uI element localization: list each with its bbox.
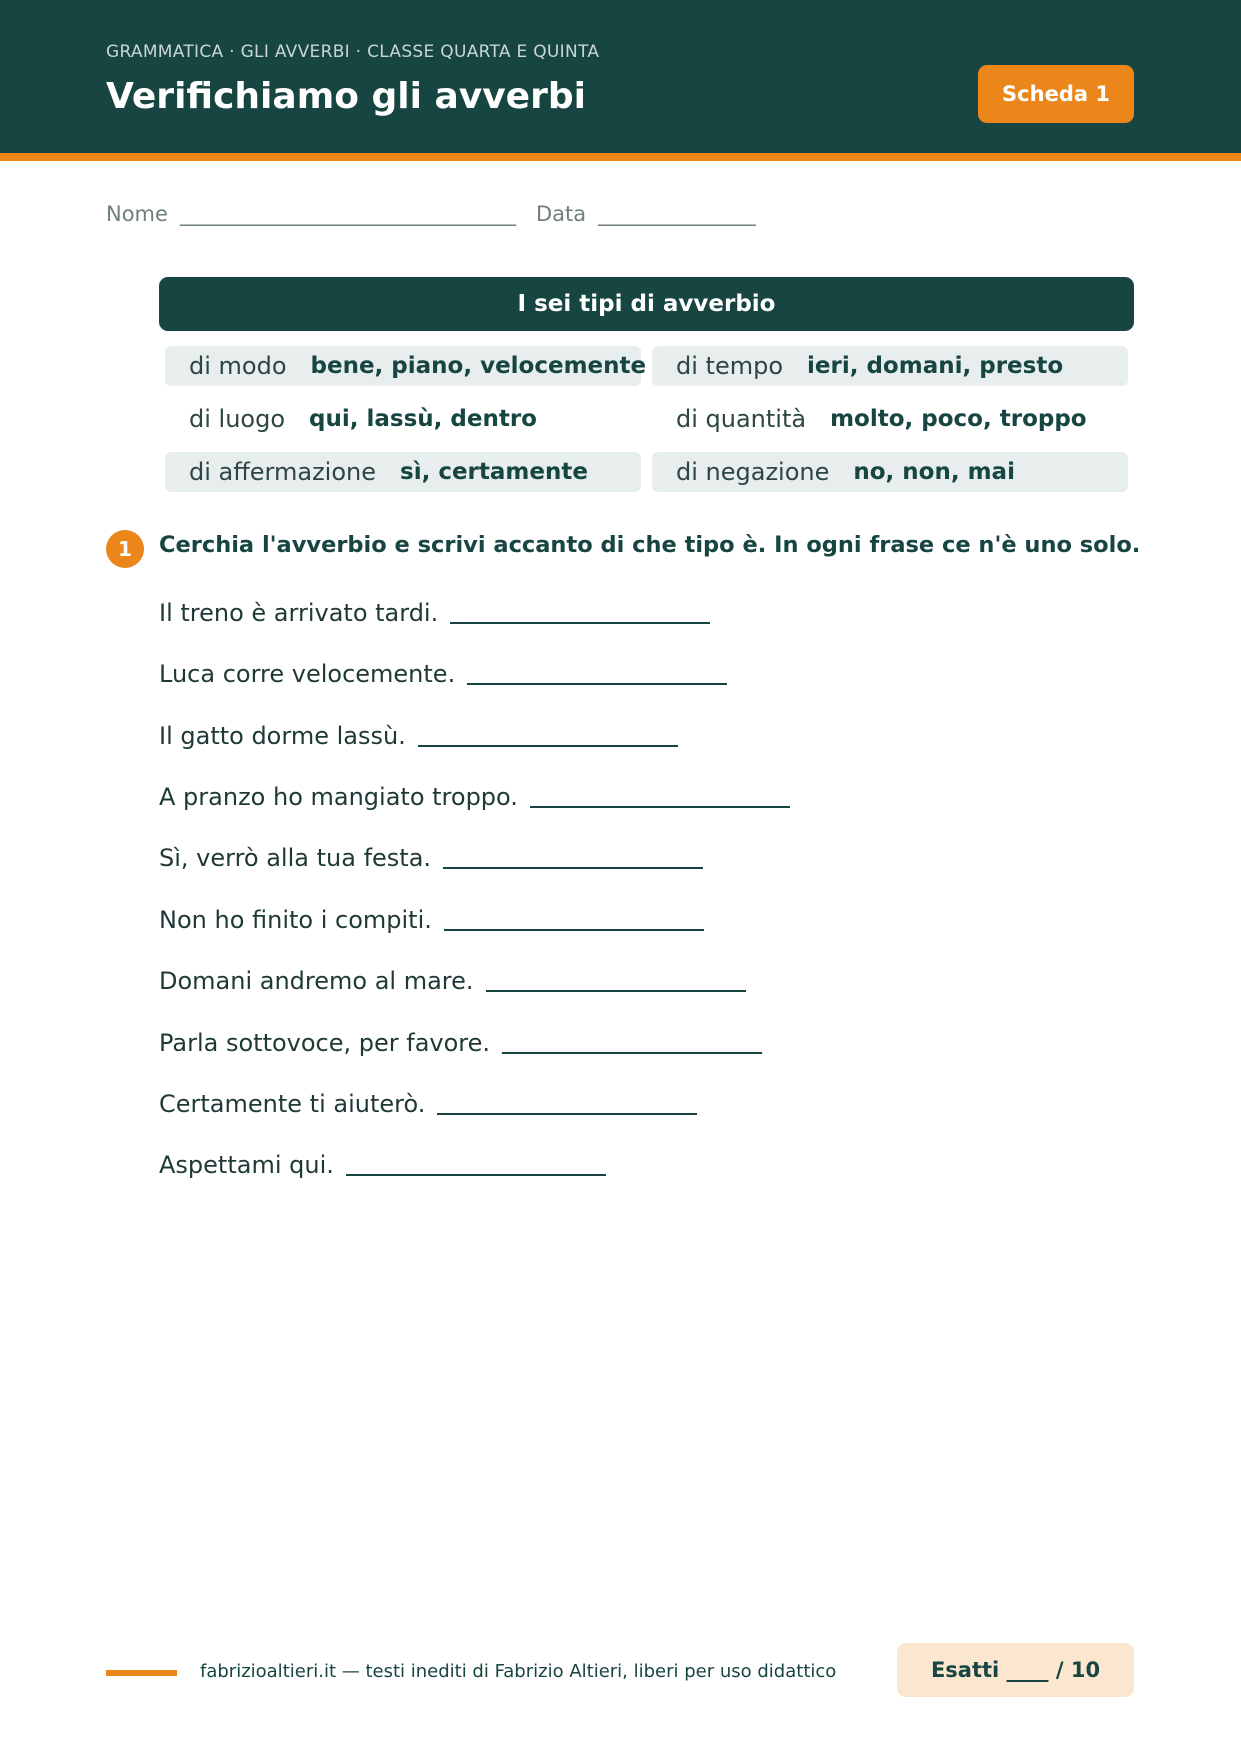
answer-line[interactable] xyxy=(486,990,746,992)
sentence-text: Sì, verrò alla tua festa. xyxy=(159,844,432,872)
answer-line[interactable] xyxy=(467,683,727,685)
sentence-text: Certamente ti aiuterò. xyxy=(159,1090,426,1118)
exercise-instruction: Cerchia l'avverbio e scrivi accanto di che tipo è. In ogni frase ce n'è uno solo. xyxy=(159,532,1141,558)
student-fields xyxy=(106,202,768,226)
exercise-sentence xyxy=(159,591,710,627)
name-label: Nome xyxy=(106,202,168,226)
date-label: Data xyxy=(535,202,587,226)
legend-title: I sei tipi di avverbio xyxy=(159,277,1134,331)
footer-accent-bar xyxy=(106,1670,177,1676)
sentence-text: A pranzo ho mangiato troppo. xyxy=(159,783,518,811)
sentence-text: Domani andremo al mare. xyxy=(159,967,474,995)
legend-examples: no, non, mai xyxy=(853,459,1015,485)
sentence-text: Aspettami qui. xyxy=(159,1151,334,1179)
legend-type: di negazione xyxy=(676,458,830,486)
header-banner xyxy=(0,0,1241,153)
answer-line[interactable] xyxy=(444,929,704,931)
page-title: Verifichiamo gli avverbi xyxy=(106,76,586,117)
sheet-badge: Scheda 1 xyxy=(978,65,1134,123)
answer-line[interactable] xyxy=(502,1052,762,1054)
legend-type: di quantità xyxy=(676,405,807,433)
answer-line[interactable] xyxy=(530,806,790,808)
legend-examples: qui, lassù, dentro xyxy=(309,406,537,432)
legend-examples: sì, certamente xyxy=(400,459,588,485)
exercise-sentence xyxy=(159,775,790,811)
legend-item-modo xyxy=(165,346,647,386)
legend-examples: bene, piano, velocemente xyxy=(310,353,647,379)
answer-line[interactable] xyxy=(418,745,678,747)
name-field[interactable]: ________________________________ xyxy=(179,202,516,226)
answer-line[interactable] xyxy=(437,1113,697,1115)
legend-type: di modo xyxy=(189,352,287,380)
answer-line[interactable] xyxy=(346,1174,606,1176)
sentence-text: Non ho finito i compiti. xyxy=(159,906,432,934)
legend-item-luogo xyxy=(165,399,641,439)
date-field[interactable]: _______________ xyxy=(598,202,756,226)
legend-type: di affermazione xyxy=(189,458,376,486)
score-box: Esatti ____ / 10 xyxy=(897,1643,1134,1697)
exercise-sentence xyxy=(159,652,727,688)
header-stripe xyxy=(0,153,1241,161)
exercise-sentence xyxy=(159,1021,762,1057)
legend-item-tempo xyxy=(652,346,1128,386)
exercise-sentence xyxy=(159,714,678,750)
exercise-number-badge: 1 xyxy=(106,530,144,568)
legend-item-negazione xyxy=(652,452,1128,492)
sentence-text: Parla sottovoce, per favore. xyxy=(159,1029,491,1057)
sentence-text: Luca corre velocemente. xyxy=(159,660,456,688)
answer-line[interactable] xyxy=(443,867,703,869)
sentence-text: Il gatto dorme lassù. xyxy=(159,722,406,750)
exercise-sentence xyxy=(159,959,746,995)
exercise-sentence xyxy=(159,1082,697,1118)
header-kicker: GRAMMATICA · GLI AVVERBI · CLASSE QUARTA E QUINTA xyxy=(106,42,600,62)
footer-credit: fabrizioaltieri.it — testi inediti di Fabrizio Altieri, liberi per uso didattico xyxy=(200,1661,837,1682)
legend-item-quantita xyxy=(652,399,1128,439)
sentence-text: Il treno è arrivato tardi. xyxy=(159,599,439,627)
legend-examples: ieri, domani, presto xyxy=(807,353,1064,379)
legend-examples: molto, poco, troppo xyxy=(830,406,1087,432)
legend-item-affermazione xyxy=(165,452,641,492)
exercise-sentence xyxy=(159,1143,606,1179)
exercise-sentence xyxy=(159,836,703,872)
answer-line[interactable] xyxy=(450,622,710,624)
legend-type: di luogo xyxy=(189,405,286,433)
exercise-sentence xyxy=(159,898,704,934)
legend-type: di tempo xyxy=(676,352,784,380)
